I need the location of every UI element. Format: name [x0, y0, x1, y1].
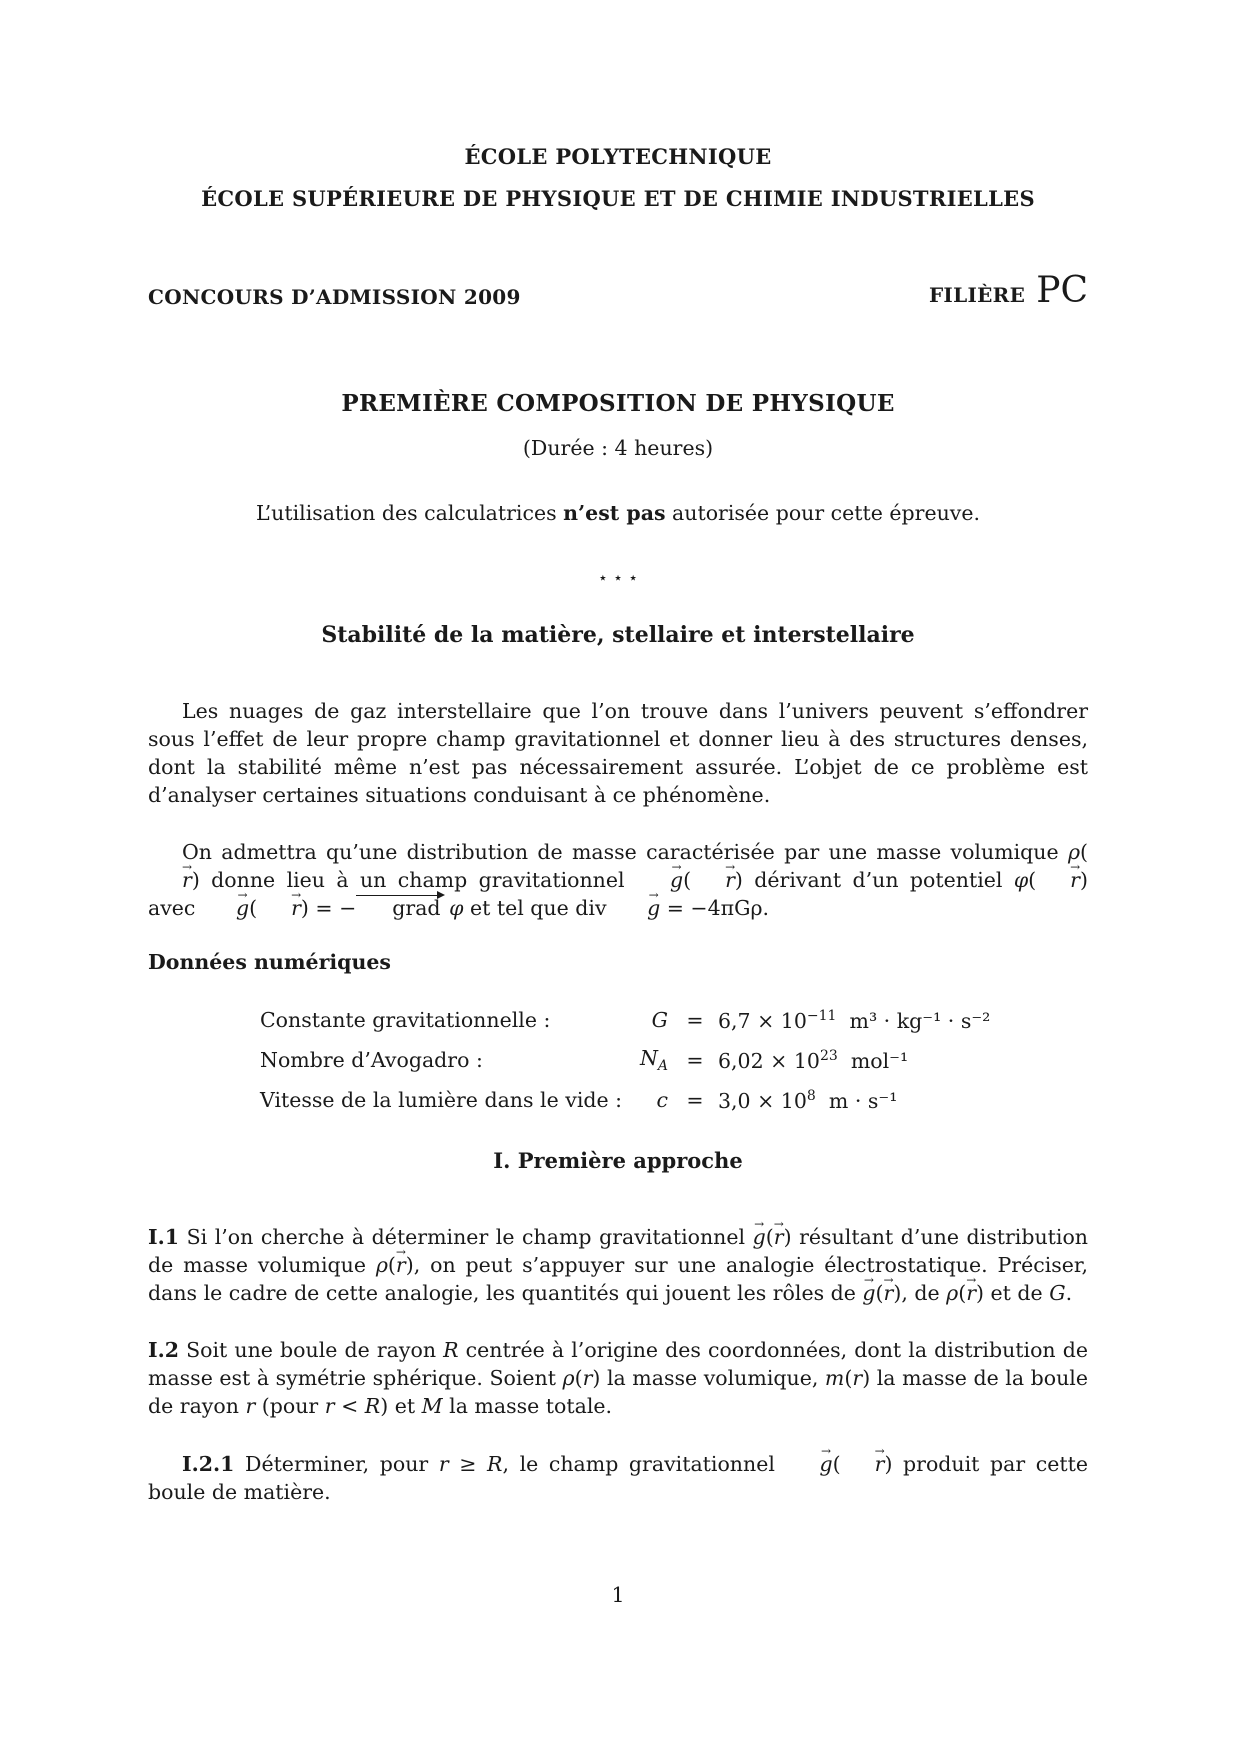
table-row: Constante gravitationnelle : G = $6,7 \times 10^{-11}$ m³ · kg⁻¹ · s⁻²	[260, 1000, 990, 1040]
donnees-title: Données numériques	[148, 950, 391, 974]
constant-label: Nombre d’Avogadro :	[260, 1048, 483, 1073]
constant-value: $3,0 \times 10^8$ m · s⁻¹	[718, 1087, 898, 1113]
question-1-1: I.1 Si l’on cherche à déterminer le champ gravitationnel g →(r →) résultant d’une distribution de masse volumique ρ(r →), on peut s’appuyer sur une analogie électrostatique. Préciser, dans le cadre de cette analogie, les quantités qui jouent les rôles de g →(r →), de ρ(r →) et de G.	[148, 1223, 1088, 1307]
filiere-value: PC	[1036, 270, 1088, 311]
stars-separator: ⋆ ⋆ ⋆	[597, 568, 639, 587]
grad-operator: grad	[356, 894, 442, 922]
filiere-label: FILIÈRE	[928, 283, 1026, 307]
constant-value: $6,7 \times 10^{-11}$ m³ · kg⁻¹ · s⁻²	[718, 1007, 991, 1033]
section-1-title: I. Première approche	[493, 1148, 743, 1173]
school-espci: ÉCOLE SUPÉRIEURE DE PHYSIQUE ET DE CHIMIE INDUSTRIELLES	[201, 186, 1035, 211]
filiere-block	[929, 270, 1088, 311]
intro-paragraph-1: Les nuages de gaz interstellaire que l’on trouve dans l’univers peuvent s’effondrer sous l’effet de leur propre champ gravitationnel et donner lieu à des structures denses, dont la stabilité même n’est pas nécessairement assurée. L’objet de ce problème est d’analyser certaines situations conduisant à ce phénomène.	[148, 699, 1088, 807]
calculator-notice: L’utilisation des calculatrices n’est pas autorisée pour cette épreuve.	[255, 501, 981, 525]
exam-title: PREMIÈRE COMPOSITION DE PHYSIQUE	[341, 390, 895, 417]
constant-label: Constante gravitationnelle :	[260, 1008, 551, 1032]
constant-label: Vitesse de la lumière dans le vide :	[260, 1088, 623, 1113]
table-row: Vitesse de la lumière dans le vide : c = $3,0 \times 10^8$ m · s⁻¹	[260, 1080, 990, 1120]
question-1-2-1: I.2.1 Déterminer, pour r ≥ R, le champ gravitationnel g →( r →) produit par cette boule de matière.	[148, 1450, 1088, 1506]
page-number: 1	[611, 1583, 625, 1607]
table-row: Nombre d’Avogadro : $N_A$ = $6,02 \times 10^{23}$ mol⁻¹	[260, 1040, 990, 1080]
concours-label: CONCOURS D’ADMISSION 2009	[148, 285, 521, 309]
constant-symbol: $N_A$	[639, 1046, 668, 1075]
exam-duration: (Durée : 4 heures)	[522, 436, 714, 460]
donnees-table	[260, 1000, 990, 1120]
constant-symbol: c	[656, 1088, 668, 1113]
intro-paragraph-2: On admettra qu’une distribution de masse caractérisée par une masse volumique ρ(r →) donne lieu à un champ gravitationnel g →( r →) dérivant d’un potentiel φ( r →) avec g →( r →) = − grad φ et tel que div g → = −4πGρ.	[148, 838, 1088, 922]
subject-title: Stabilité de la matière, stellaire et interstellaire	[321, 622, 915, 648]
constant-value: $6,02 \times 10^{23}$ mol⁻¹	[718, 1047, 909, 1073]
constant-symbol: G	[651, 1008, 668, 1032]
school-polytechnique: ÉCOLE POLYTECHNIQUE	[464, 144, 772, 169]
question-1-2: I.2 Soit une boule de rayon R centrée à l’origine des coordonnées, dont la distribution de masse est à symétrie sphérique. Soient ρ(r) la masse volumique, m(r) la masse de la boule de rayon r (pour r < R) et M la masse totale.	[148, 1338, 1088, 1418]
